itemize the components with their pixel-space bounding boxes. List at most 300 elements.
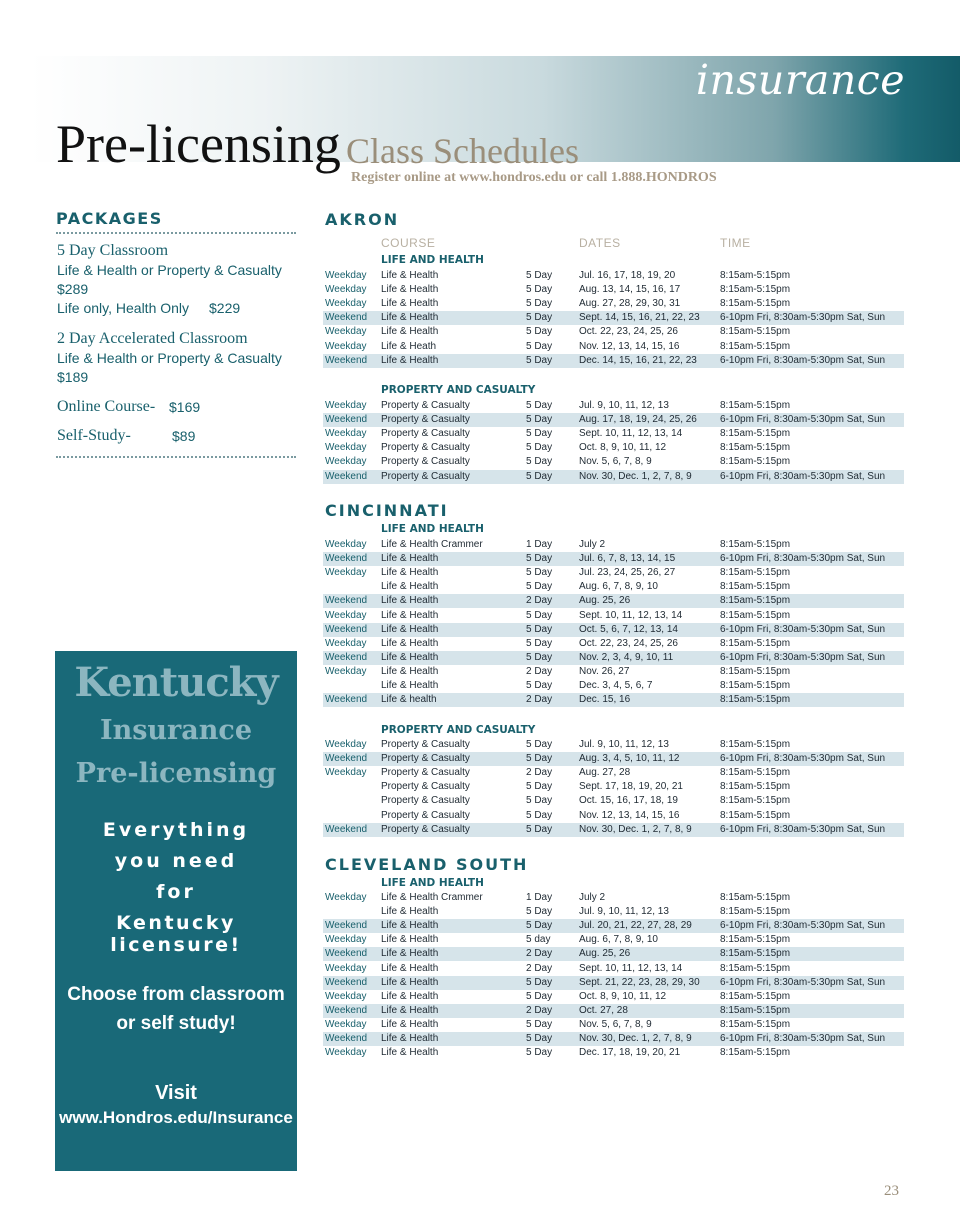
register-prefix: Register online at xyxy=(351,170,460,185)
row-length: 5 Day xyxy=(526,354,553,366)
row-dates: Nov. 5, 6, 7, 8, 9 xyxy=(579,1018,652,1030)
schedule-row xyxy=(323,566,904,580)
row-time: 8:15am-5:15pm xyxy=(720,767,791,779)
row-length: 5 Day xyxy=(526,623,553,635)
row-time: 8:15am-5:15pm xyxy=(720,284,791,296)
row-time: 8:15am-5:15pm xyxy=(720,442,791,454)
page-title: Pre-licensing xyxy=(56,114,341,174)
row-course: Life & Health xyxy=(381,581,439,593)
row-course: Life & Health xyxy=(381,623,439,635)
row-dates: Aug. 25, 26 xyxy=(579,948,631,960)
row-dates: Oct. 22, 23, 24, 25, 26 xyxy=(579,637,678,649)
row-time: 6-10pm Fri, 8:30am-5:30pm Sat, Sun xyxy=(720,1033,886,1044)
row-dates: Nov. 30, Dec. 1, 2, 7, 8, 9 xyxy=(579,470,692,482)
schedule-row xyxy=(323,823,904,837)
row-course: Property & Casualty xyxy=(381,456,470,468)
row-time: 8:15am-5:15pm xyxy=(720,934,791,946)
row-type: Weekday xyxy=(325,340,367,352)
row-type: Weekday xyxy=(325,428,367,440)
row-course: Life & Heath xyxy=(381,340,437,352)
row-dates: Aug. 6, 7, 8, 9, 10 xyxy=(579,934,658,946)
schedule-row xyxy=(323,470,904,484)
row-dates: Sept. 10, 11, 12, 13, 14 xyxy=(579,428,683,440)
packages-heading: PACKAGES xyxy=(56,209,163,228)
row-course: Life & Health xyxy=(381,665,439,677)
schedule-row xyxy=(323,340,904,354)
row-length: 5 Day xyxy=(526,312,553,324)
schedule-row xyxy=(323,766,904,780)
row-time: 6-10pm Fri, 8:30am-5:30pm Sat, Sun xyxy=(720,354,886,366)
row-type: Weekday xyxy=(325,298,367,310)
row-dates: Jul. 6, 7, 8, 13, 14, 15 xyxy=(579,553,676,565)
row-dates: Jul. 20, 21, 22, 27, 28, 29 xyxy=(579,920,692,932)
schedule-row xyxy=(323,990,904,1004)
row-length: 5 Day xyxy=(526,990,553,1002)
row-length: 5 Day xyxy=(526,414,553,426)
row-length: 2 Day xyxy=(526,962,553,974)
schedule-row xyxy=(323,933,904,947)
ky-tagline-4: Kentucky licensure! xyxy=(110,912,242,956)
ky-line3: Pre-licensing xyxy=(75,758,277,789)
row-length: 5 Day xyxy=(526,442,553,454)
row-type: Weekday xyxy=(325,990,367,1002)
row-dates: Aug. 25, 26 xyxy=(579,595,631,607)
schedule-row xyxy=(323,269,904,283)
row-type: Weekday xyxy=(325,665,367,677)
row-dates: Nov. 2, 3, 4, 9, 10, 11 xyxy=(579,651,674,663)
col-header-time: TIME xyxy=(720,236,751,250)
package-online-label: Online Course- xyxy=(57,398,156,415)
row-length: 2 Day xyxy=(526,665,553,677)
package-5day-title: 5 Day Classroom xyxy=(57,242,169,259)
row-time: 8:15am-5:15pm xyxy=(720,809,791,821)
row-dates: Oct. 15, 16, 17, 18, 19 xyxy=(579,795,678,807)
schedule-row xyxy=(323,693,904,707)
ky-visit: Visit xyxy=(155,1082,197,1104)
row-dates: Nov. 30, Dec. 1, 2, 7, 8, 9 xyxy=(579,1033,692,1044)
schedule-row xyxy=(323,413,904,427)
package-2day-price1: $189 xyxy=(57,369,89,385)
row-time: 6-10pm Fri, 8:30am-5:30pm Sat, Sun xyxy=(720,623,886,635)
row-length: 5 Day xyxy=(526,470,553,482)
row-course: Life & Health xyxy=(381,934,439,946)
row-course: Life & Health xyxy=(381,354,439,366)
row-length: 5 Day xyxy=(526,906,553,918)
row-length: 5 Day xyxy=(526,567,553,579)
row-course: Property & Casualty xyxy=(381,739,470,750)
row-type: Weekend xyxy=(325,414,368,426)
row-time: 8:15am-5:15pm xyxy=(720,298,791,310)
schedule-row xyxy=(323,580,904,594)
row-time: 8:15am-5:15pm xyxy=(720,400,791,411)
row-dates: Aug. 27, 28, 29, 30, 31 xyxy=(579,298,681,310)
cincinnati-lh-heading: LIFE AND HEALTH xyxy=(381,523,484,535)
row-dates: Dec. 3, 4, 5, 6, 7 xyxy=(579,680,653,691)
row-time: 8:15am-5:15pm xyxy=(720,326,791,338)
row-length: 5 Day xyxy=(526,823,553,835)
row-course: Life & Health xyxy=(381,906,439,918)
row-type: Weekend xyxy=(325,470,368,482)
row-course: Life & health xyxy=(381,694,437,706)
row-dates: Jul. 23, 24, 25, 26, 27 xyxy=(579,567,676,579)
package-online-price: $169 xyxy=(169,399,201,415)
schedule-row xyxy=(323,752,904,766)
row-type: Weekday xyxy=(325,567,367,579)
row-dates: Aug. 17, 18, 19, 24, 25, 26 xyxy=(579,414,697,426)
row-course: Life & Health xyxy=(381,595,439,607)
schedule-row xyxy=(323,780,904,794)
row-length: 1 Day xyxy=(526,539,553,550)
row-time: 8:15am-5:15pm xyxy=(720,456,791,468)
row-course: Property & Casualty xyxy=(381,470,470,482)
row-type: Weekend xyxy=(325,823,368,835)
ky-tagline-1: Everything xyxy=(102,819,250,841)
row-type: Weekday xyxy=(325,637,367,649)
row-time: 8:15am-5:15pm xyxy=(720,609,791,621)
row-dates: Nov. 12, 13, 14, 15, 16 xyxy=(579,340,680,352)
row-type: Weekday xyxy=(325,326,367,338)
row-time: 8:15am-5:15pm xyxy=(720,665,791,677)
schedule-row xyxy=(323,594,904,608)
row-dates: Aug. 13, 14, 15, 16, 17 xyxy=(579,284,681,296)
row-type: Weekend xyxy=(325,948,368,960)
row-type: Weekend xyxy=(325,623,368,635)
row-time: 8:15am-5:15pm xyxy=(720,270,791,281)
row-time: 8:15am-5:15pm xyxy=(720,637,791,649)
schedule-row xyxy=(323,962,904,976)
row-course: Property & Casualty xyxy=(381,428,470,440)
register-line xyxy=(351,170,717,186)
akron-pc-heading: PROPERTY AND CASUALTY xyxy=(381,384,536,396)
row-course: Life & Health xyxy=(381,284,439,296)
row-course: Life & Health xyxy=(381,1004,439,1016)
schedule-row xyxy=(323,311,904,325)
schedule-row xyxy=(323,947,904,961)
package-5day-price2: $229 xyxy=(209,300,241,316)
row-length: 5 Day xyxy=(526,680,553,691)
row-dates: Sept. 14, 15, 16, 21, 22, 23 xyxy=(579,312,700,324)
page-subtitle: Class Schedules xyxy=(346,131,579,171)
row-dates: Dec. 17, 18, 19, 20, 21 xyxy=(579,1047,681,1059)
row-type: Weekend xyxy=(325,1033,368,1044)
row-length: 5 Day xyxy=(526,400,553,411)
row-length: 5 Day xyxy=(526,340,553,352)
schedule-row xyxy=(323,399,904,413)
row-course: Property & Casualty xyxy=(381,442,470,454)
row-dates: Nov. 5, 6, 7, 8, 9 xyxy=(579,456,652,468)
row-length: 5 Day xyxy=(526,428,553,440)
row-length: 5 Day xyxy=(526,1033,553,1044)
package-2day-title: 2 Day Accelerated Classroom xyxy=(57,330,248,347)
row-length: 5 Day xyxy=(526,809,553,821)
package-2day-line1: Life & Health or Property & Casualty xyxy=(57,350,282,366)
package-selfstudy-label: Self-Study- xyxy=(57,427,131,444)
row-length: 5 Day xyxy=(526,270,553,281)
row-course: Life & Health xyxy=(381,637,439,649)
row-time: 8:15am-5:15pm xyxy=(720,906,791,918)
row-course: Life & Health xyxy=(381,567,439,579)
row-course: Property & Casualty xyxy=(381,414,470,426)
row-course: Life & Health Crammer xyxy=(381,892,483,903)
row-dates: Aug. 27, 28 xyxy=(579,767,631,779)
row-dates: Jul. 9, 10, 11, 12, 13 xyxy=(579,906,669,918)
ky-choose-1: Choose from classroom xyxy=(67,984,285,1005)
schedule-row xyxy=(323,538,904,552)
city-cleveland-south: CLEVELAND SOUTH xyxy=(325,855,529,874)
row-time: 8:15am-5:15pm xyxy=(720,595,791,607)
row-type: Weekend xyxy=(325,553,368,565)
row-course: Property & Casualty xyxy=(381,823,470,835)
row-time: 6-10pm Fri, 8:30am-5:30pm Sat, Sun xyxy=(720,470,886,482)
row-course: Life & Health xyxy=(381,680,439,691)
row-course: Life & Health xyxy=(381,948,439,960)
row-type: Weekend xyxy=(325,694,368,706)
row-length: 5 Day xyxy=(526,284,553,296)
packages-divider-bottom xyxy=(56,456,296,458)
row-length: 2 Day xyxy=(526,694,553,706)
row-dates: Oct. 5, 6, 7, 12, 13, 14 xyxy=(579,623,678,635)
schedule-row xyxy=(323,665,904,679)
row-time: 6-10pm Fri, 8:30am-5:30pm Sat, Sun xyxy=(720,312,886,324)
row-dates: Nov. 26, 27 xyxy=(579,665,630,677)
row-time: 8:15am-5:15pm xyxy=(720,428,791,440)
row-length: 5 Day xyxy=(526,456,553,468)
row-dates: Sept. 10, 11, 12, 13, 14 xyxy=(579,609,683,621)
row-type: Weekend xyxy=(325,651,368,663)
page-number: 23 xyxy=(884,1183,899,1199)
row-type: Weekday xyxy=(325,270,367,281)
row-course: Property & Casualty xyxy=(381,795,470,807)
akron-lh-heading: LIFE AND HEALTH xyxy=(381,254,484,266)
schedule-row xyxy=(323,427,904,441)
city-akron: AKRON xyxy=(325,210,400,229)
row-time: 6-10pm Fri, 8:30am-5:30pm Sat, Sun xyxy=(720,823,886,835)
row-dates: Nov. 12, 13, 14, 15, 16 xyxy=(579,809,680,821)
ky-tagline-2: you need xyxy=(114,850,238,872)
row-course: Life & Health xyxy=(381,1047,439,1059)
schedule-row xyxy=(323,919,904,933)
row-type: Weekend xyxy=(325,753,368,765)
schedule-row xyxy=(323,455,904,469)
row-time: 8:15am-5:15pm xyxy=(720,1004,791,1016)
row-time: 8:15am-5:15pm xyxy=(720,694,791,706)
row-dates: Aug. 3, 4, 5, 10, 11, 12 xyxy=(579,753,680,765)
row-time: 6-10pm Fri, 8:30am-5:30pm Sat, Sun xyxy=(720,976,886,988)
banner-word: insurance xyxy=(695,56,905,104)
row-type: Weekend xyxy=(325,976,368,988)
row-course: Life & Health xyxy=(381,298,439,310)
row-dates: Dec. 14, 15, 16, 21, 22, 23 xyxy=(579,354,697,366)
row-type: Weekday xyxy=(325,1018,367,1030)
row-length: 5 day xyxy=(526,934,551,946)
row-length: 5 Day xyxy=(526,581,553,593)
schedule-row xyxy=(323,794,904,808)
row-length: 5 Day xyxy=(526,553,553,565)
row-dates: July 2 xyxy=(579,892,606,903)
ky-line2: Insurance xyxy=(99,715,253,746)
row-course: Property & Casualty xyxy=(381,753,470,765)
row-length: 1 Day xyxy=(526,892,553,903)
row-time: 8:15am-5:15pm xyxy=(720,781,791,793)
row-time: 6-10pm Fri, 8:30am-5:30pm Sat, Sun xyxy=(720,414,886,426)
row-time: 8:15am-5:15pm xyxy=(720,539,791,550)
row-type: Weekday xyxy=(325,442,367,454)
row-time: 8:15am-5:15pm xyxy=(720,680,791,691)
schedule-row xyxy=(323,1004,904,1018)
row-course: Property & Casualty xyxy=(381,809,470,821)
schedule-row xyxy=(323,552,904,566)
row-type: Weekday xyxy=(325,609,367,621)
row-dates: Sept. 17, 18, 19, 20, 21 xyxy=(579,781,683,793)
schedule-row xyxy=(323,637,904,651)
row-course: Life & Health xyxy=(381,609,439,621)
row-course: Life & Health Crammer xyxy=(381,539,483,550)
row-length: 2 Day xyxy=(526,595,553,607)
row-time: 8:15am-5:15pm xyxy=(720,1018,791,1030)
schedule-row xyxy=(323,738,904,752)
row-length: 5 Day xyxy=(526,609,553,621)
row-course: Life & Health xyxy=(381,326,439,338)
row-length: 5 Day xyxy=(526,298,553,310)
row-length: 5 Day xyxy=(526,753,553,765)
row-time: 6-10pm Fri, 8:30am-5:30pm Sat, Sun xyxy=(720,553,886,565)
city-cincinnati: CINCINNATI xyxy=(325,501,449,520)
schedule-row xyxy=(323,1018,904,1032)
row-dates: Oct. 22, 23, 24, 25, 26 xyxy=(579,326,678,338)
row-dates: Jul. 16, 17, 18, 19, 20 xyxy=(579,270,676,281)
row-length: 5 Day xyxy=(526,795,553,807)
schedule-row xyxy=(323,609,904,623)
row-type: Weekday xyxy=(325,456,367,468)
row-dates: Jul. 9, 10, 11, 12, 13 xyxy=(579,400,669,411)
row-length: 5 Day xyxy=(526,326,553,338)
row-length: 2 Day xyxy=(526,767,553,779)
row-course: Life & Health xyxy=(381,990,439,1002)
row-dates: Sept. 21, 22, 23, 28, 29, 30 xyxy=(579,976,700,988)
row-length: 5 Day xyxy=(526,920,553,932)
schedule-row xyxy=(323,679,904,693)
row-time: 6-10pm Fri, 8:30am-5:30pm Sat, Sun xyxy=(720,920,886,932)
row-type: Weekday xyxy=(325,934,367,946)
schedule-row xyxy=(323,354,904,368)
row-course: Life & Health xyxy=(381,1033,439,1044)
schedule-row xyxy=(323,283,904,297)
schedule-row xyxy=(323,623,904,637)
package-5day-line1: Life & Health or Property & Casualty xyxy=(57,262,282,278)
register-suffix: or call 1.888.HONDROS xyxy=(566,170,717,185)
row-time: 8:15am-5:15pm xyxy=(720,340,791,352)
schedule-row xyxy=(323,651,904,665)
row-course: Life & Health xyxy=(381,920,439,932)
cleveland-lh-heading: LIFE AND HEALTH xyxy=(381,877,484,889)
row-course: Life & Health xyxy=(381,270,439,281)
row-time: 8:15am-5:15pm xyxy=(720,795,791,807)
register-link[interactable]: www.hondros.edu xyxy=(459,170,567,185)
row-course: Life & Health xyxy=(381,651,439,663)
row-time: 8:15am-5:15pm xyxy=(720,1047,791,1059)
package-5day-line2: Life only, Health Only xyxy=(57,300,190,316)
row-course: Life & Health xyxy=(381,312,439,324)
schedule-row xyxy=(323,325,904,339)
row-dates: Oct. 27, 28 xyxy=(579,1004,628,1016)
row-time: 8:15am-5:15pm xyxy=(720,739,791,750)
row-length: 2 Day xyxy=(526,1004,553,1016)
schedule-row xyxy=(323,1032,904,1046)
row-length: 5 Day xyxy=(526,651,553,663)
row-type: Weekday xyxy=(325,400,367,411)
row-time: 8:15am-5:15pm xyxy=(720,892,791,903)
row-type: Weekday xyxy=(325,962,367,974)
row-time: 6-10pm Fri, 8:30am-5:30pm Sat, Sun xyxy=(720,651,886,663)
row-time: 8:15am-5:15pm xyxy=(720,567,791,579)
row-dates: July 2 xyxy=(579,539,606,550)
row-type: Weekday xyxy=(325,739,367,750)
row-dates: Jul. 9, 10, 11, 12, 13 xyxy=(579,739,669,750)
row-time: 8:15am-5:15pm xyxy=(720,581,791,593)
row-dates: Nov. 30, Dec. 1, 2, 7, 8, 9 xyxy=(579,823,692,835)
ky-tagline-3: for xyxy=(156,881,196,903)
row-dates: Oct. 8, 9, 10, 11, 12 xyxy=(579,990,667,1002)
row-dates: Oct. 8, 9, 10, 11, 12 xyxy=(579,442,667,454)
row-time: 8:15am-5:15pm xyxy=(720,948,791,960)
schedule-row xyxy=(323,976,904,990)
ky-choose-2: or self study! xyxy=(116,1013,236,1034)
row-course: Property & Casualty xyxy=(381,767,470,779)
row-course: Life & Health xyxy=(381,962,439,974)
cincinnati-pc-heading: PROPERTY AND CASUALTY xyxy=(381,724,536,736)
schedule-row xyxy=(323,441,904,455)
row-type: Weekend xyxy=(325,354,368,366)
row-type: Weekend xyxy=(325,1004,368,1016)
col-header-dates: DATES xyxy=(579,236,621,250)
ky-title: Kentucky xyxy=(74,659,278,706)
row-type: Weekday xyxy=(325,892,367,903)
row-dates: Sept. 10, 11, 12, 13, 14 xyxy=(579,962,683,974)
row-course: Life & Health xyxy=(381,976,439,988)
row-type: Weekend xyxy=(325,920,368,932)
row-course: Life & Health xyxy=(381,553,439,565)
schedule-row xyxy=(323,809,904,823)
row-course: Property & Casualty xyxy=(381,400,470,411)
row-type: Weekend xyxy=(325,312,368,324)
row-time: 8:15am-5:15pm xyxy=(720,990,791,1002)
ky-url[interactable]: www.Hondros.edu/Insurance xyxy=(59,1108,293,1127)
row-time: 8:15am-5:15pm xyxy=(720,962,791,974)
schedule-row xyxy=(323,891,904,905)
schedule-row xyxy=(323,1046,904,1060)
packages-divider-top xyxy=(56,232,296,234)
col-header-course: COURSE xyxy=(381,236,436,250)
row-dates: Aug. 6, 7, 8, 9, 10 xyxy=(579,581,658,593)
row-type: Weekday xyxy=(325,284,367,296)
row-length: 5 Day xyxy=(526,976,553,988)
row-length: 5 Day xyxy=(526,637,553,649)
row-dates: Dec. 15, 16 xyxy=(579,694,631,706)
row-type: Weekday xyxy=(325,1047,367,1059)
package-5day-price1: $289 xyxy=(57,281,89,297)
row-type: Weekday xyxy=(325,767,367,779)
row-course: Property & Casualty xyxy=(381,781,470,793)
row-type: Weekday xyxy=(325,539,367,550)
schedule-row xyxy=(323,905,904,919)
row-length: 5 Day xyxy=(526,1018,553,1030)
package-selfstudy-price: $89 xyxy=(172,428,196,444)
schedule-row xyxy=(323,297,904,311)
row-length: 2 Day xyxy=(526,948,553,960)
row-type: Weekend xyxy=(325,595,368,607)
row-length: 5 Day xyxy=(526,781,553,793)
row-length: 5 Day xyxy=(526,1047,553,1059)
